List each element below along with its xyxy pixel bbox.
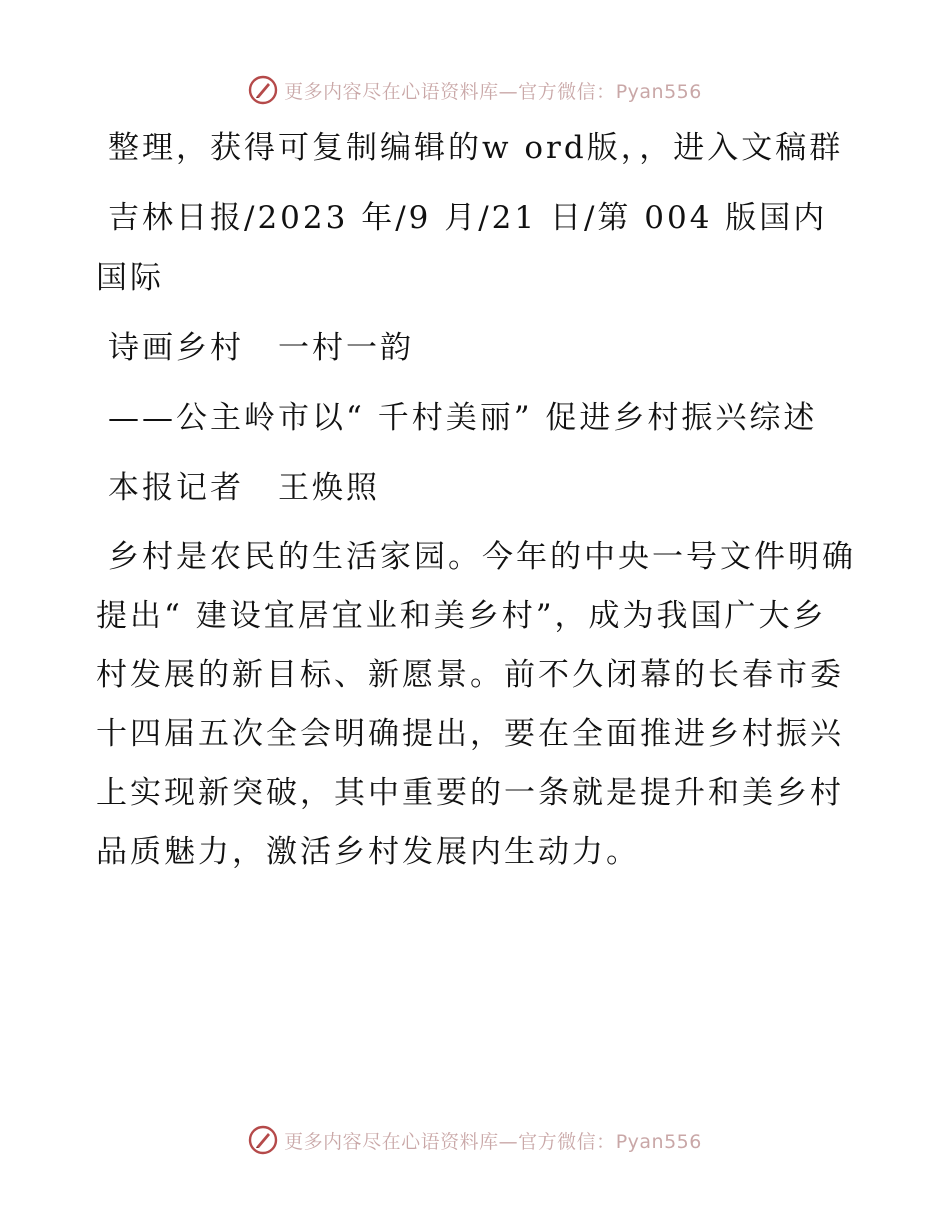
intro-line: 整理，获得可复制编辑的w ord版，，进入文稿群 bbox=[108, 130, 844, 166]
pen-quill-logo-icon bbox=[248, 75, 278, 105]
watermark-separator: — bbox=[498, 1130, 519, 1153]
watermark-text-cn: 更多内容尽在心语资料库 bbox=[284, 80, 499, 103]
watermark-official-label: 官方微信： bbox=[518, 80, 616, 103]
watermark-wechat-id: Pyan556 bbox=[615, 1130, 702, 1153]
watermark-separator: — bbox=[498, 80, 519, 103]
article-byline: 本报记者 王焕照 bbox=[108, 470, 380, 506]
header-watermark bbox=[0, 70, 950, 110]
article-title: 诗画乡村 一村一韵 bbox=[108, 330, 414, 366]
article-body-paragraph: 乡村是农民的生活家园。今年的中央一号文件明确提出“ 建设宜居宜业和美乡村”，成为我国广大乡村发展的新目标、新愿景。前不久闭幕的长春市委十四届五次全会明确提出，要在全面推进乡村振兴上实现新突破，其中重要的一条就是提升和美乡村品质魅力，激活乡村发展内生动力。 bbox=[96, 539, 856, 870]
article-subtitle: ——公主岭市以“ 千村美丽” 促进乡村振兴综述 bbox=[108, 400, 818, 436]
document-content bbox=[96, 118, 856, 892]
watermark-official-label: 官方微信： bbox=[518, 1130, 616, 1153]
watermark-text bbox=[284, 77, 702, 104]
pen-quill-logo-icon bbox=[248, 1125, 278, 1155]
source-line: 吉林日报/2023 年/9 月/21 日/第 004 版国内国际 bbox=[96, 200, 828, 296]
watermark-text bbox=[284, 1127, 702, 1154]
watermark-text-cn: 更多内容尽在心语资料库 bbox=[284, 1130, 499, 1153]
footer-watermark bbox=[0, 1120, 950, 1160]
watermark-wechat-id: Pyan556 bbox=[615, 80, 702, 103]
